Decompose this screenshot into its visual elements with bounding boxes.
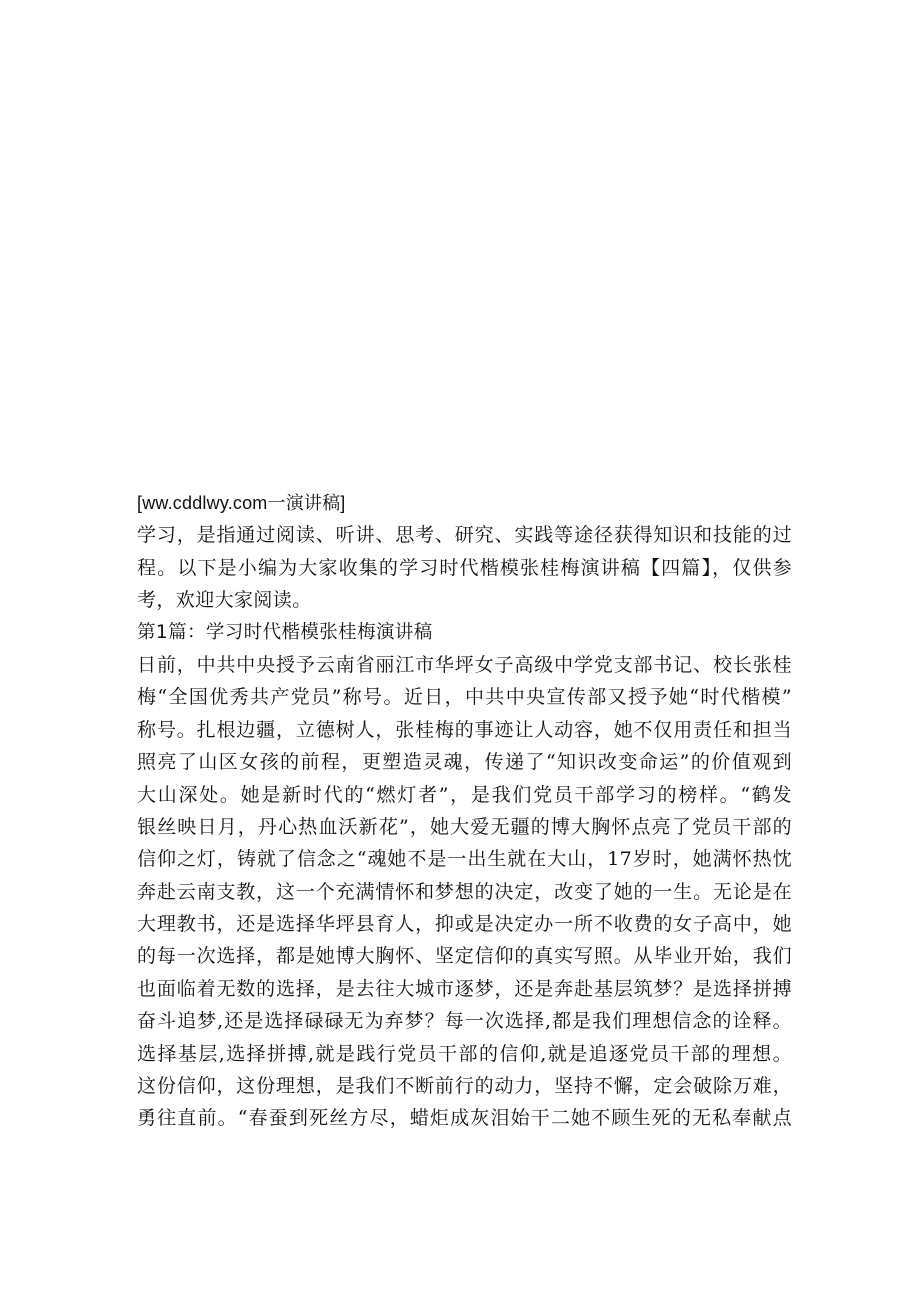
body-line: 的每一次选择，都是她博大胸怀、坚定信仰的真实写照。从毕业开始，我们 bbox=[137, 945, 792, 968]
body-line: 奋斗追梦,还是选择碌碌无为弃梦？每一次选择,都是我们理想信念的诠释。 bbox=[137, 1010, 792, 1033]
body-line: 这份信仰，这份理想，是我们不断前行的动力，坚持不懈，定会破除万难， bbox=[137, 1075, 792, 1098]
intro-line: 学习，是指通过阅读、听讲、思考、研究、实践等途径获得知识和技能的过 bbox=[137, 524, 792, 547]
body-line: 梅“全国优秀共产党员”称号。近日，中共中央宣传部又授予她“时代楷模” bbox=[137, 686, 792, 709]
section-heading: 第1篇：学习时代楷模张桂梅演讲稿 bbox=[137, 621, 433, 643]
source-tag: [ww.cddlwy.com一演讲稿] bbox=[137, 493, 346, 513]
body-line: 照亮了山区女孩的前程，更塑造灵魂，传递了“知识改变命运”的价值观到 bbox=[137, 751, 792, 774]
body-line: 大山深处。她是新时代的“燃灯者”，是我们党员干部学习的榜样。“鹤发 bbox=[137, 783, 792, 806]
body-line: 也面临着无数的选择，是去往大城市逐梦，还是奔赴基层筑梦？是选择拼搏 bbox=[137, 977, 792, 1000]
intro-line: 程。以下是小编为大家收集的学习时代楷模张桂梅演讲稿【四篇】，仅供参 bbox=[137, 556, 792, 579]
body-line: 奔赴云南支教，这一个充满情怀和梦想的决定，改变了她的一生。无论是在 bbox=[137, 880, 792, 903]
body-line: 称号。扎根边疆，立德树人，张桂梅的事迹让人动容，她不仅用责任和担当 bbox=[137, 718, 792, 741]
body-line: 日前，中共中央授予云南省丽江市华坪女子高级中学党支部书记、校长张桂 bbox=[137, 653, 792, 676]
body-line: 勇往直前。“春蚕到死丝方尽，蜡炬成灰泪始干二她不顾生死的无私奉献点 bbox=[137, 1107, 792, 1130]
body-line: 选择基层,选择拼搏,就是践行党员干部的信仰,就是追逐党员干部的理想。 bbox=[137, 1042, 792, 1065]
body-line: 银丝映日月，丹心热血沃新花”，她大爱无疆的博大胸怀点亮了党员干部的 bbox=[137, 815, 792, 838]
body-line: 信仰之灯，铸就了信念之“魂她不是一出生就在大山，17岁时，她满怀热忱 bbox=[137, 848, 792, 871]
document-content bbox=[137, 487, 792, 1135]
intro-line: 考，欢迎大家阅读。 bbox=[137, 589, 312, 612]
body-line: 大理教书，还是选择华坪县育人，抑或是决定办一所不收费的女子高中，她 bbox=[137, 913, 792, 936]
